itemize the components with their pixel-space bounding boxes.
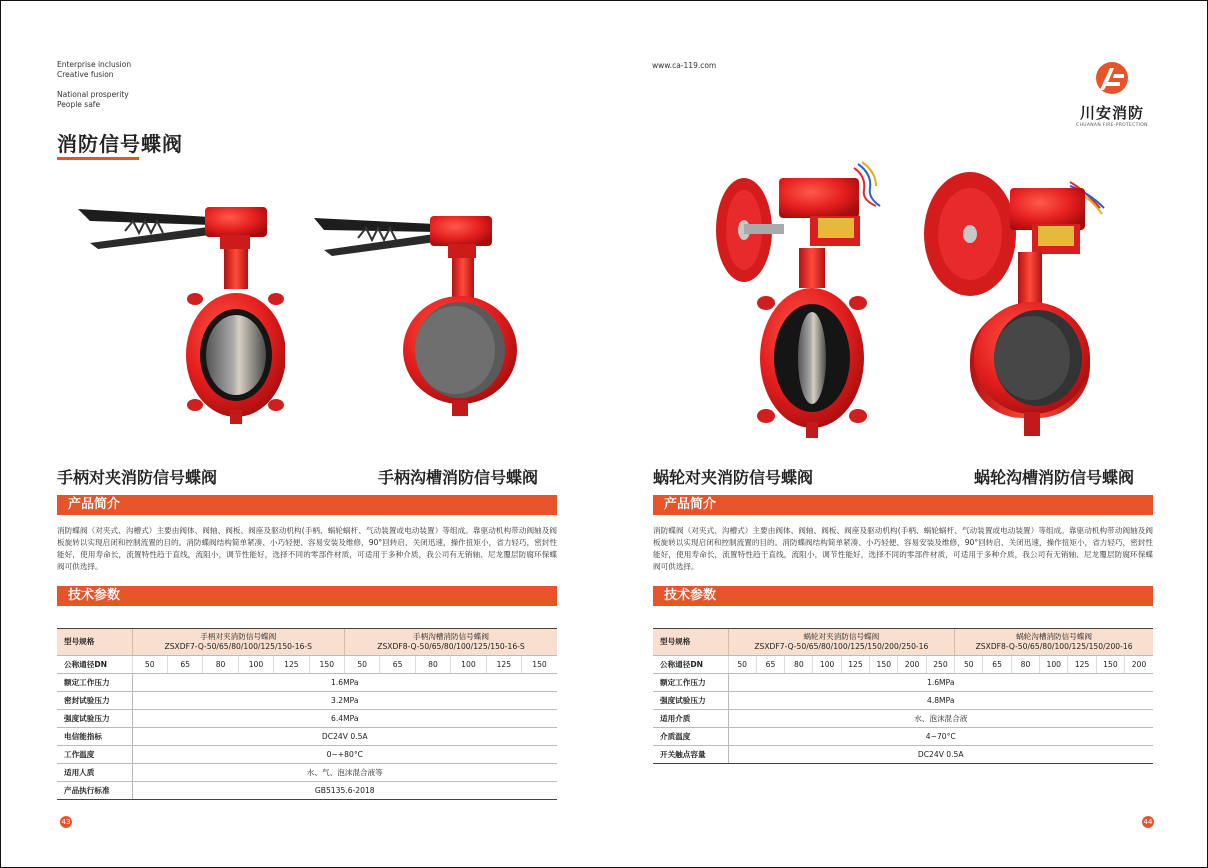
- table-value: 水、泡沫混合液: [728, 710, 1153, 728]
- brand-name-en: CHUANAN FIRE-PROTECTION: [1076, 123, 1148, 128]
- product-name: 手柄沟槽消防信号蝶阀: [378, 468, 539, 487]
- table-label: 工作温度: [57, 746, 132, 764]
- section-band-intro: 产品简介: [653, 495, 1153, 515]
- table-label: 强度试验压力: [57, 710, 132, 728]
- product-description: 消防蝶阀（对夹式、沟槽式）主要由阀体、阀轴、阀板、阀座及驱动机构(手柄、蜗轮蜗杆、气动装置或电动装置）等组成。靠驱动机构带动阀轴及阀板旋转以实现启闭和控制流置的目的。消防蝶阀结构简单紧凑、小巧轻便、容易安装及维修，90°回转启、关闭迅速，操作扭矩小，省力轻巧，密封性能好，使用寿命长，流置特性趋于直线，流阻小，调节性能好，选择不同的零部件材质，可适用于多种介质，我公司有无销轴、尼龙覆层防腐环保蝶阀可供选择。: [653, 526, 1153, 571]
- dn-cell: 65: [983, 656, 1011, 674]
- page-title: 消防信号蝶阀: [57, 132, 183, 156]
- dn-cell: 150: [870, 656, 898, 674]
- table-value: GB5135.6-2018: [132, 782, 557, 800]
- slogan-line: Creative fusion: [57, 69, 114, 79]
- table-row: [653, 746, 1153, 764]
- product-name: 手柄对夹消防信号蝶阀: [57, 468, 218, 487]
- brand-logo: [1071, 60, 1153, 128]
- model-header: [344, 629, 557, 656]
- dn-cell: 50: [344, 656, 379, 674]
- model-name: 蜗轮对夹消防信号蝶阀: [803, 632, 880, 641]
- slogan-line: Enterprise inclusion: [57, 60, 132, 69]
- dn-cell: 65: [380, 656, 415, 674]
- product-description: 消防蝶阀（对夹式、沟槽式）主要由阀体、阀轴、阀板、阀座及驱动机构(手柄、蜗轮蜗杆、气动装置或电动装置）等组成。靠驱动机构带动阀轴及阀板旋转以实现启闭和控制流置的目的。消防蝶阀结构简单紧凑、小巧轻便、容易安装及维修，90°回转启、关闭迅速，操作扭矩小，省力轻巧，密封性能好，使用寿命长，流置特性趋于直线，流阻小，调节性能好，选择不同的零部件材质，可适用于多种介质，我公司有无销轴、尼龙覆层防腐环保蝶阀可供选择。: [57, 526, 557, 571]
- slogan-line: People safe: [57, 99, 101, 109]
- slogan-line: National prosperity: [57, 90, 129, 99]
- table-row: [57, 710, 557, 728]
- table-label: 型号规格: [57, 629, 132, 656]
- table-label: 产品执行标准: [57, 782, 132, 800]
- model-code: ZSXDF8-Q-50/65/80/100/125/150/200-16: [975, 642, 1133, 651]
- handle-wafer-valve-image: [70, 195, 285, 425]
- table-row: [57, 674, 557, 692]
- table-row: [653, 674, 1153, 692]
- table-label: 强度试验压力: [653, 692, 728, 710]
- table-value: 4~70°C: [728, 728, 1153, 746]
- spec-table: [57, 628, 557, 800]
- table-row: [57, 656, 557, 674]
- dn-cell: 65: [167, 656, 202, 674]
- table-value: DC24V 0.5A: [132, 728, 557, 746]
- table-row: [57, 728, 557, 746]
- table-value: 0~+80°C: [132, 746, 557, 764]
- table-label: 型号规格: [653, 629, 728, 656]
- dn-cell: 50: [132, 656, 167, 674]
- website-url: www.ca-119.com: [652, 61, 717, 70]
- product-name: 蜗轮对夹消防信号蝶阀: [653, 468, 814, 487]
- table-row: [57, 692, 557, 710]
- table-label: 公称通径DN: [57, 656, 132, 674]
- section-band-intro: 产品简介: [57, 495, 557, 515]
- dn-cell: 80: [415, 656, 450, 674]
- dn-cell: 125: [841, 656, 869, 674]
- dn-cell: 150: [1096, 656, 1124, 674]
- table-value: 6.4MPa: [132, 710, 557, 728]
- section-band-spec: 技术参数: [57, 586, 557, 606]
- brand-logo-icon: [1090, 60, 1134, 96]
- dn-cell: 100: [451, 656, 486, 674]
- dn-cell: 80: [785, 656, 813, 674]
- table-row: [653, 710, 1153, 728]
- dn-cell: 200: [1125, 656, 1153, 674]
- table-label: 适用人质: [57, 764, 132, 782]
- worm-gear-wafer-valve-image: [714, 158, 904, 440]
- table-value: 1.6MPa: [132, 674, 557, 692]
- dn-cell: 125: [274, 656, 309, 674]
- table-row: [57, 764, 557, 782]
- section-band-spec: 技术参数: [653, 586, 1153, 606]
- model-code: ZSXDF7-Q-50/65/80/100/125/150-16-S: [164, 642, 312, 651]
- dn-cell: 250: [926, 656, 954, 674]
- slogan: [57, 60, 131, 109]
- model-code: ZSXDF8-Q-50/65/80/100/125/150-16-S: [377, 642, 525, 651]
- product-name: 蜗轮沟槽消防信号蝶阀: [974, 468, 1135, 487]
- model-name: 手柄对夹消防信号蝶阀: [200, 632, 277, 641]
- table-value: 4.8MPa: [728, 692, 1153, 710]
- table-row: [653, 692, 1153, 710]
- model-header: [728, 629, 955, 656]
- dn-cell: 150: [522, 656, 557, 674]
- page-number: 43: [61, 818, 71, 826]
- dn-cell: 200: [898, 656, 926, 674]
- table-value: DC24V 0.5A: [728, 746, 1153, 764]
- table-label: 开关触点容量: [653, 746, 728, 764]
- table-value: 水、气、泡沫混合液等: [132, 764, 557, 782]
- dn-cell: 80: [1011, 656, 1039, 674]
- table-row: [57, 746, 557, 764]
- dn-cell: 150: [309, 656, 344, 674]
- handle-grooved-valve-image: [310, 210, 525, 425]
- dn-cell: 125: [1068, 656, 1096, 674]
- dn-cell: 100: [1040, 656, 1068, 674]
- model-name: 手柄沟槽消防信号蝶阀: [413, 632, 489, 641]
- table-row: [653, 629, 1153, 656]
- right-page: [604, 0, 1208, 868]
- table-row: [57, 629, 557, 656]
- table-label: 密封试验压力: [57, 692, 132, 710]
- model-name: 蜗轮沟槽消防信号蝶阀: [1016, 632, 1093, 641]
- table-value: 3.2MPa: [132, 692, 557, 710]
- spec-table: [653, 628, 1153, 764]
- model-header: [132, 629, 344, 656]
- dn-cell: 50: [955, 656, 983, 674]
- table-value: 1.6MPa: [728, 674, 1153, 692]
- worm-gear-grooved-valve-image: [920, 158, 1120, 440]
- table-label: 额定工作压力: [57, 674, 132, 692]
- dn-cell: 65: [756, 656, 784, 674]
- page-number: 44: [1143, 818, 1153, 826]
- title-underline: [57, 157, 139, 160]
- table-label: 公称通径DN: [653, 656, 728, 674]
- dn-cell: 100: [238, 656, 273, 674]
- model-code: ZSXDF7-Q-50/65/80/100/125/150/200/250-16: [754, 642, 929, 651]
- brand-name: 川安消防: [1079, 104, 1144, 122]
- table-label: 额定工作压力: [653, 674, 728, 692]
- table-row: [653, 728, 1153, 746]
- model-header: [955, 629, 1153, 656]
- dn-cell: 125: [486, 656, 521, 674]
- table-row: [653, 656, 1153, 674]
- table-row: [57, 782, 557, 800]
- table-label: 适用介质: [653, 710, 728, 728]
- dn-cell: 80: [203, 656, 238, 674]
- table-label: 介质温度: [653, 728, 728, 746]
- dn-cell: 50: [728, 656, 756, 674]
- dn-cell: 100: [813, 656, 841, 674]
- table-label: 电信能指标: [57, 728, 132, 746]
